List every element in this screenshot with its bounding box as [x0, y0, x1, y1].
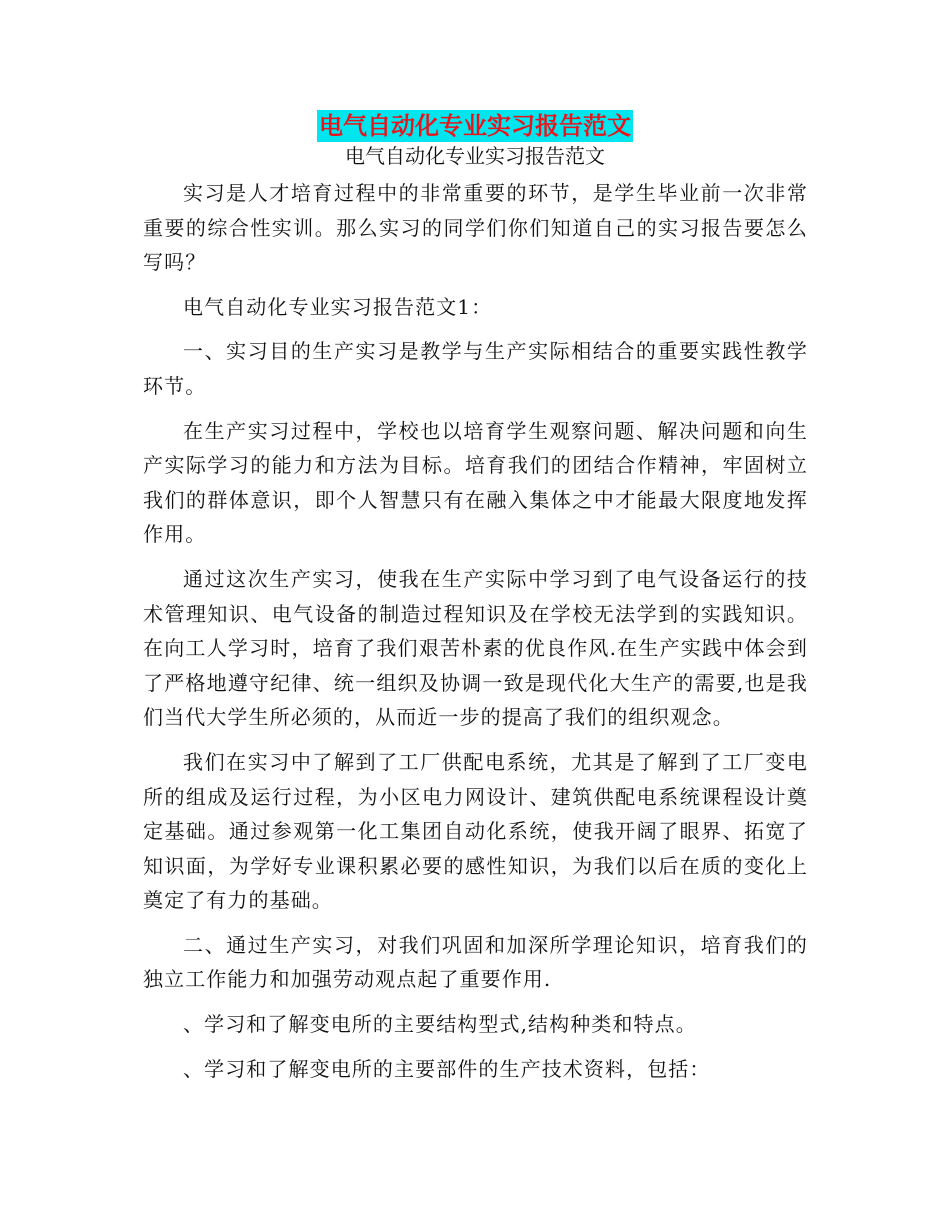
paragraph-purpose: 一、实习目的生产实习是教学与生产实际相结合的重要实践性教学环节。	[143, 339, 808, 398]
document-title: 电气自动化专业实习报告范文	[319, 112, 631, 140]
paragraph-section-two: 二、通过生产实习，对我们巩固和加深所学理论知识，培育我们的独立工作能力和加强劳动观点起了重要作用.	[143, 932, 808, 992]
paragraph-experience: 通过这次生产实习，使我在生产实际中学习到了电气设备运行的技术管理知识、电气设备的制造过程知识及在学校无法学到的实践知识。在向工人学习时，培育了我们艰苦朴素的优良作风.在生产实践中体会到了严格地遵守纪律、统一组织及协调一致是现代化大生产的需要,也是我们当代大学生所必须的，从而近一步的提高了我们的组织观念。	[143, 566, 808, 730]
paragraph-components: 、学习和了解变电所的主要部件的生产技术资料，包括：	[183, 1056, 711, 1081]
paragraph-process: 在生产实习过程中，学校也以培育学生观察问题、解决问题和向生产实际学习的能力和方法为目标。培育我们的团结合作精神，牢固树立我们的群体意识，即个人智慧只有在融入集体之中才能最大限度地发挥作用。	[143, 418, 808, 547]
paragraph-structure: 、学习和了解变电所的主要结构型式,结构种类和特点。	[183, 1012, 697, 1037]
paragraph-substation: 我们在实习中了解到了工厂供配电系统，尤其是了解到了工厂变电所的组成及运行过程，为小区电力网设计、建筑供配电系统课程设计奠定基础。通过参观第一化工集团自动化系统，使我开阔了眼界、拓宽了知识面，为学好专业课积累必要的感性知识，为我们以后在质的变化上奠定了有力的基础。	[143, 749, 808, 913]
document-body	[143, 176, 808, 1096]
title-wrapper	[0, 110, 950, 142]
paragraph-intro: 实习是人才培育过程中的非常重要的环节，是学生毕业前一次非常重要的综合性实训。那么实习的同学们你们知道自己的实习报告要怎么写吗？	[143, 181, 808, 275]
document-subtitle: 电气自动化专业实习报告范文	[345, 144, 605, 168]
paragraph-sample-heading: 电气自动化专业实习报告范文1：	[183, 294, 493, 319]
